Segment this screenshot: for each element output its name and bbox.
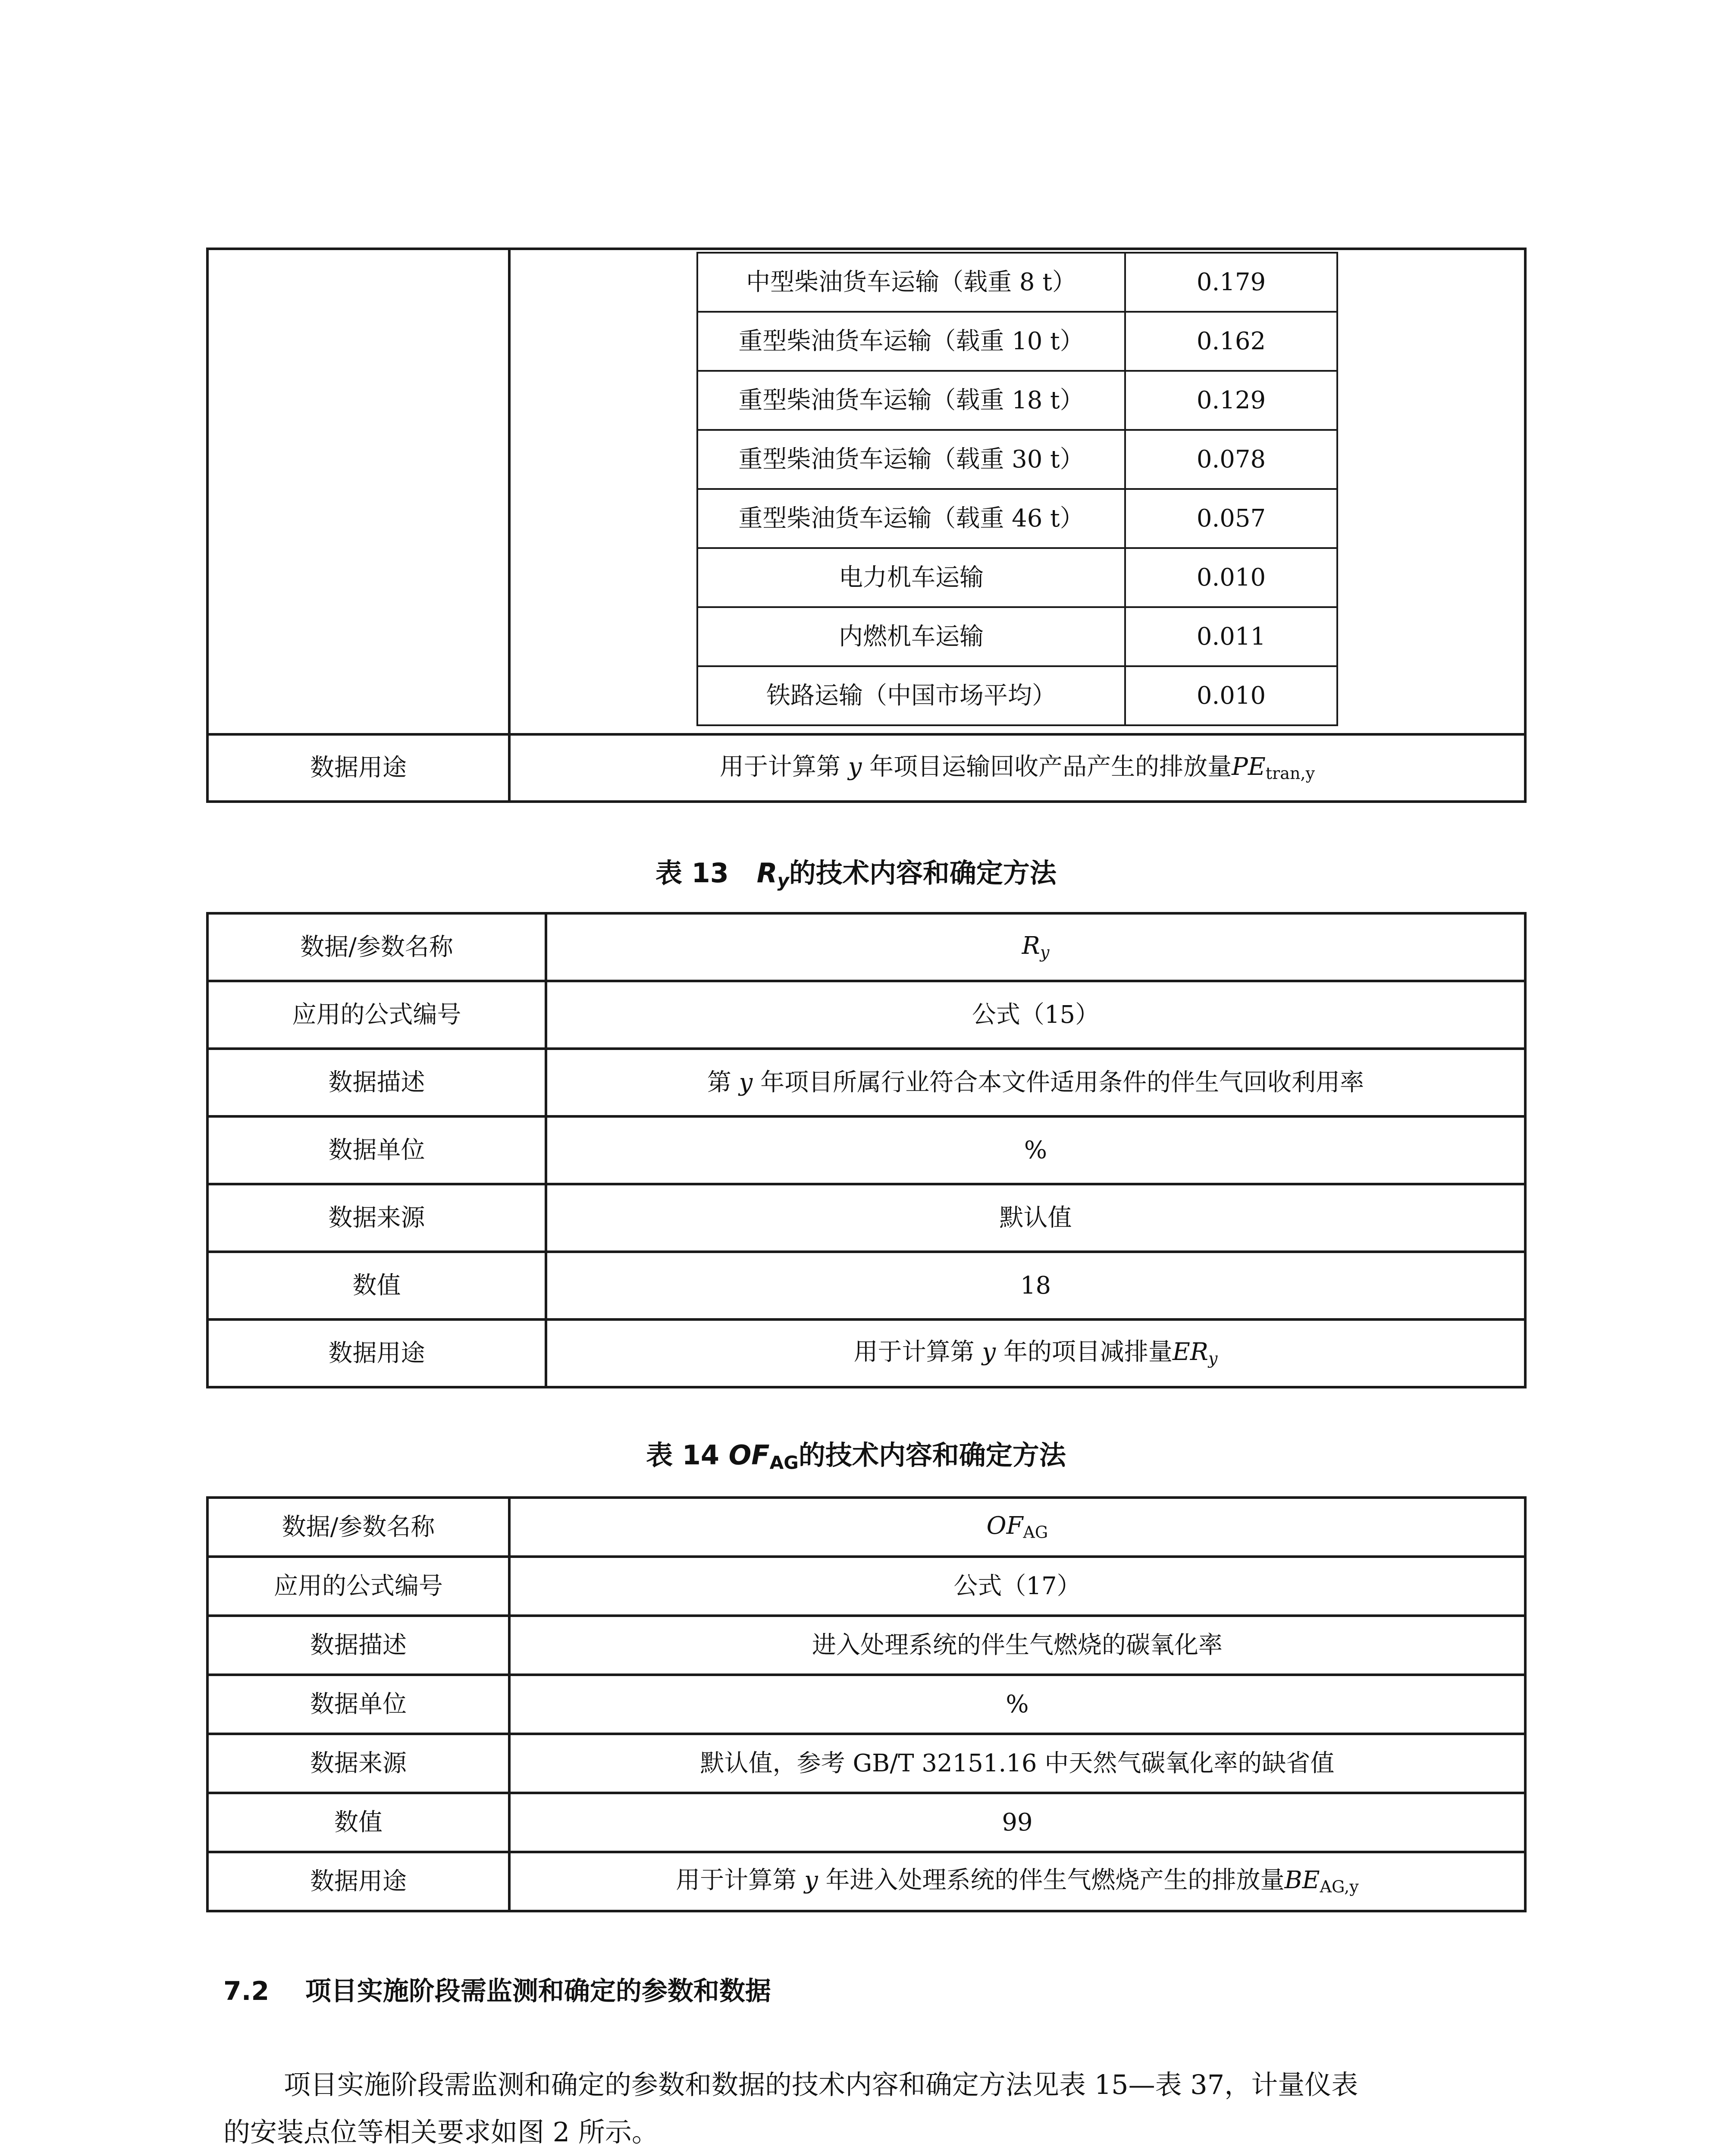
data-value: 18 [546,1252,1525,1319]
section-title: 项目实施阶段需监测和确定的参数和数据 [305,1976,771,2006]
transport-mode: 内燃机车运输 [697,607,1125,666]
table14 [206,1496,1527,1912]
data-description: 第 y 年项目所属行业符合本文件适用条件的伴生气回收利用率 [546,1049,1525,1116]
row-label: 应用的公式编号 [207,981,546,1049]
data-source: 默认值，参考 GB/T 32151.16 中天然气碳氧化率的缺省值 [509,1734,1525,1793]
data-usage: 用于计算第 y 年的项目减排量$ER_y$ [546,1319,1525,1387]
section-number: 7.2 [223,1976,270,2006]
transport-mode: 重型柴油货车运输（载重 30 t） [697,430,1125,489]
emission-factor: 0.010 [1125,548,1337,607]
row-label: 数值 [207,1793,509,1852]
emission-factor: 0.078 [1125,430,1337,489]
emission-factor: 0.129 [1125,371,1337,430]
emission-factor: 0.179 [1125,253,1337,312]
usage-value: 用于计算第 y 年项目运输回收产品产生的排放量$PE_{tran,y}$ [509,734,1525,802]
row-label: 数据用途 [207,734,509,802]
row-label: 数据描述 [207,1616,509,1675]
row-label: 数据用途 [207,1319,546,1387]
data-unit: % [546,1116,1525,1184]
data-source: 默认值 [546,1184,1525,1252]
transport-emission-factor-nested-table [696,252,1338,726]
emission-factor: 0.010 [1125,666,1337,725]
formula-number: 公式（17） [509,1557,1525,1616]
empty-label-cell [207,249,509,734]
row-label: 数据/参数名称 [207,913,546,981]
data-value: 99 [509,1793,1525,1852]
emission-factor: 0.057 [1125,489,1337,548]
row-label: 数据/参数名称 [207,1498,509,1557]
paragraph-line: 项目实施阶段需监测和确定的参数和数据的技术内容和确定方法见表 15—表 37，计量仪表 [284,2069,1358,2100]
section-heading [223,1971,771,2008]
emission-factor: 0.162 [1125,312,1337,371]
table13 [206,912,1527,1388]
transport-mode: 铁路运输（中国市场平均） [697,666,1125,725]
data-unit: % [509,1675,1525,1734]
section-paragraph [223,2061,1517,2156]
transport-mode: 电力机车运输 [697,548,1125,607]
formula-number: 公式（15） [546,981,1525,1049]
transport-mode: 重型柴油货车运输（载重 10 t） [697,312,1125,371]
row-label: 数据用途 [207,1852,509,1911]
param-name: $R_y$ [546,913,1525,981]
row-label: 应用的公式编号 [207,1557,509,1616]
emission-factor: 0.011 [1125,607,1337,666]
transport-mode: 重型柴油货车运输（载重 18 t） [697,371,1125,430]
row-label: 数据单位 [207,1675,509,1734]
row-label: 数据描述 [207,1049,546,1116]
row-label: 数据来源 [207,1734,509,1793]
row-label: 数据单位 [207,1116,546,1184]
transport-mode: 重型柴油货车运输（载重 46 t） [697,489,1125,548]
paragraph-line: 的安装点位等相关要求如图 2 所示。 [223,2116,658,2148]
transport-mode: 中型柴油货车运输（载重 8 t） [697,253,1125,312]
data-description: 进入处理系统的伴生气燃烧的碳氧化率 [509,1616,1525,1675]
param-name: $OF_{AG}$ [509,1498,1525,1557]
data-usage: 用于计算第 y 年进入处理系统的伴生气燃烧产生的排放量$BE_{AG,y}$ [509,1852,1525,1911]
row-label: 数值 [207,1252,546,1319]
table14-caption: 表 14 $OF_{AG}$的技术内容和确定方法 [646,1439,1066,1473]
row-label: 数据来源 [207,1184,546,1252]
table13-caption: 表 13 $R_y$的技术内容和确定方法 [655,857,1057,891]
